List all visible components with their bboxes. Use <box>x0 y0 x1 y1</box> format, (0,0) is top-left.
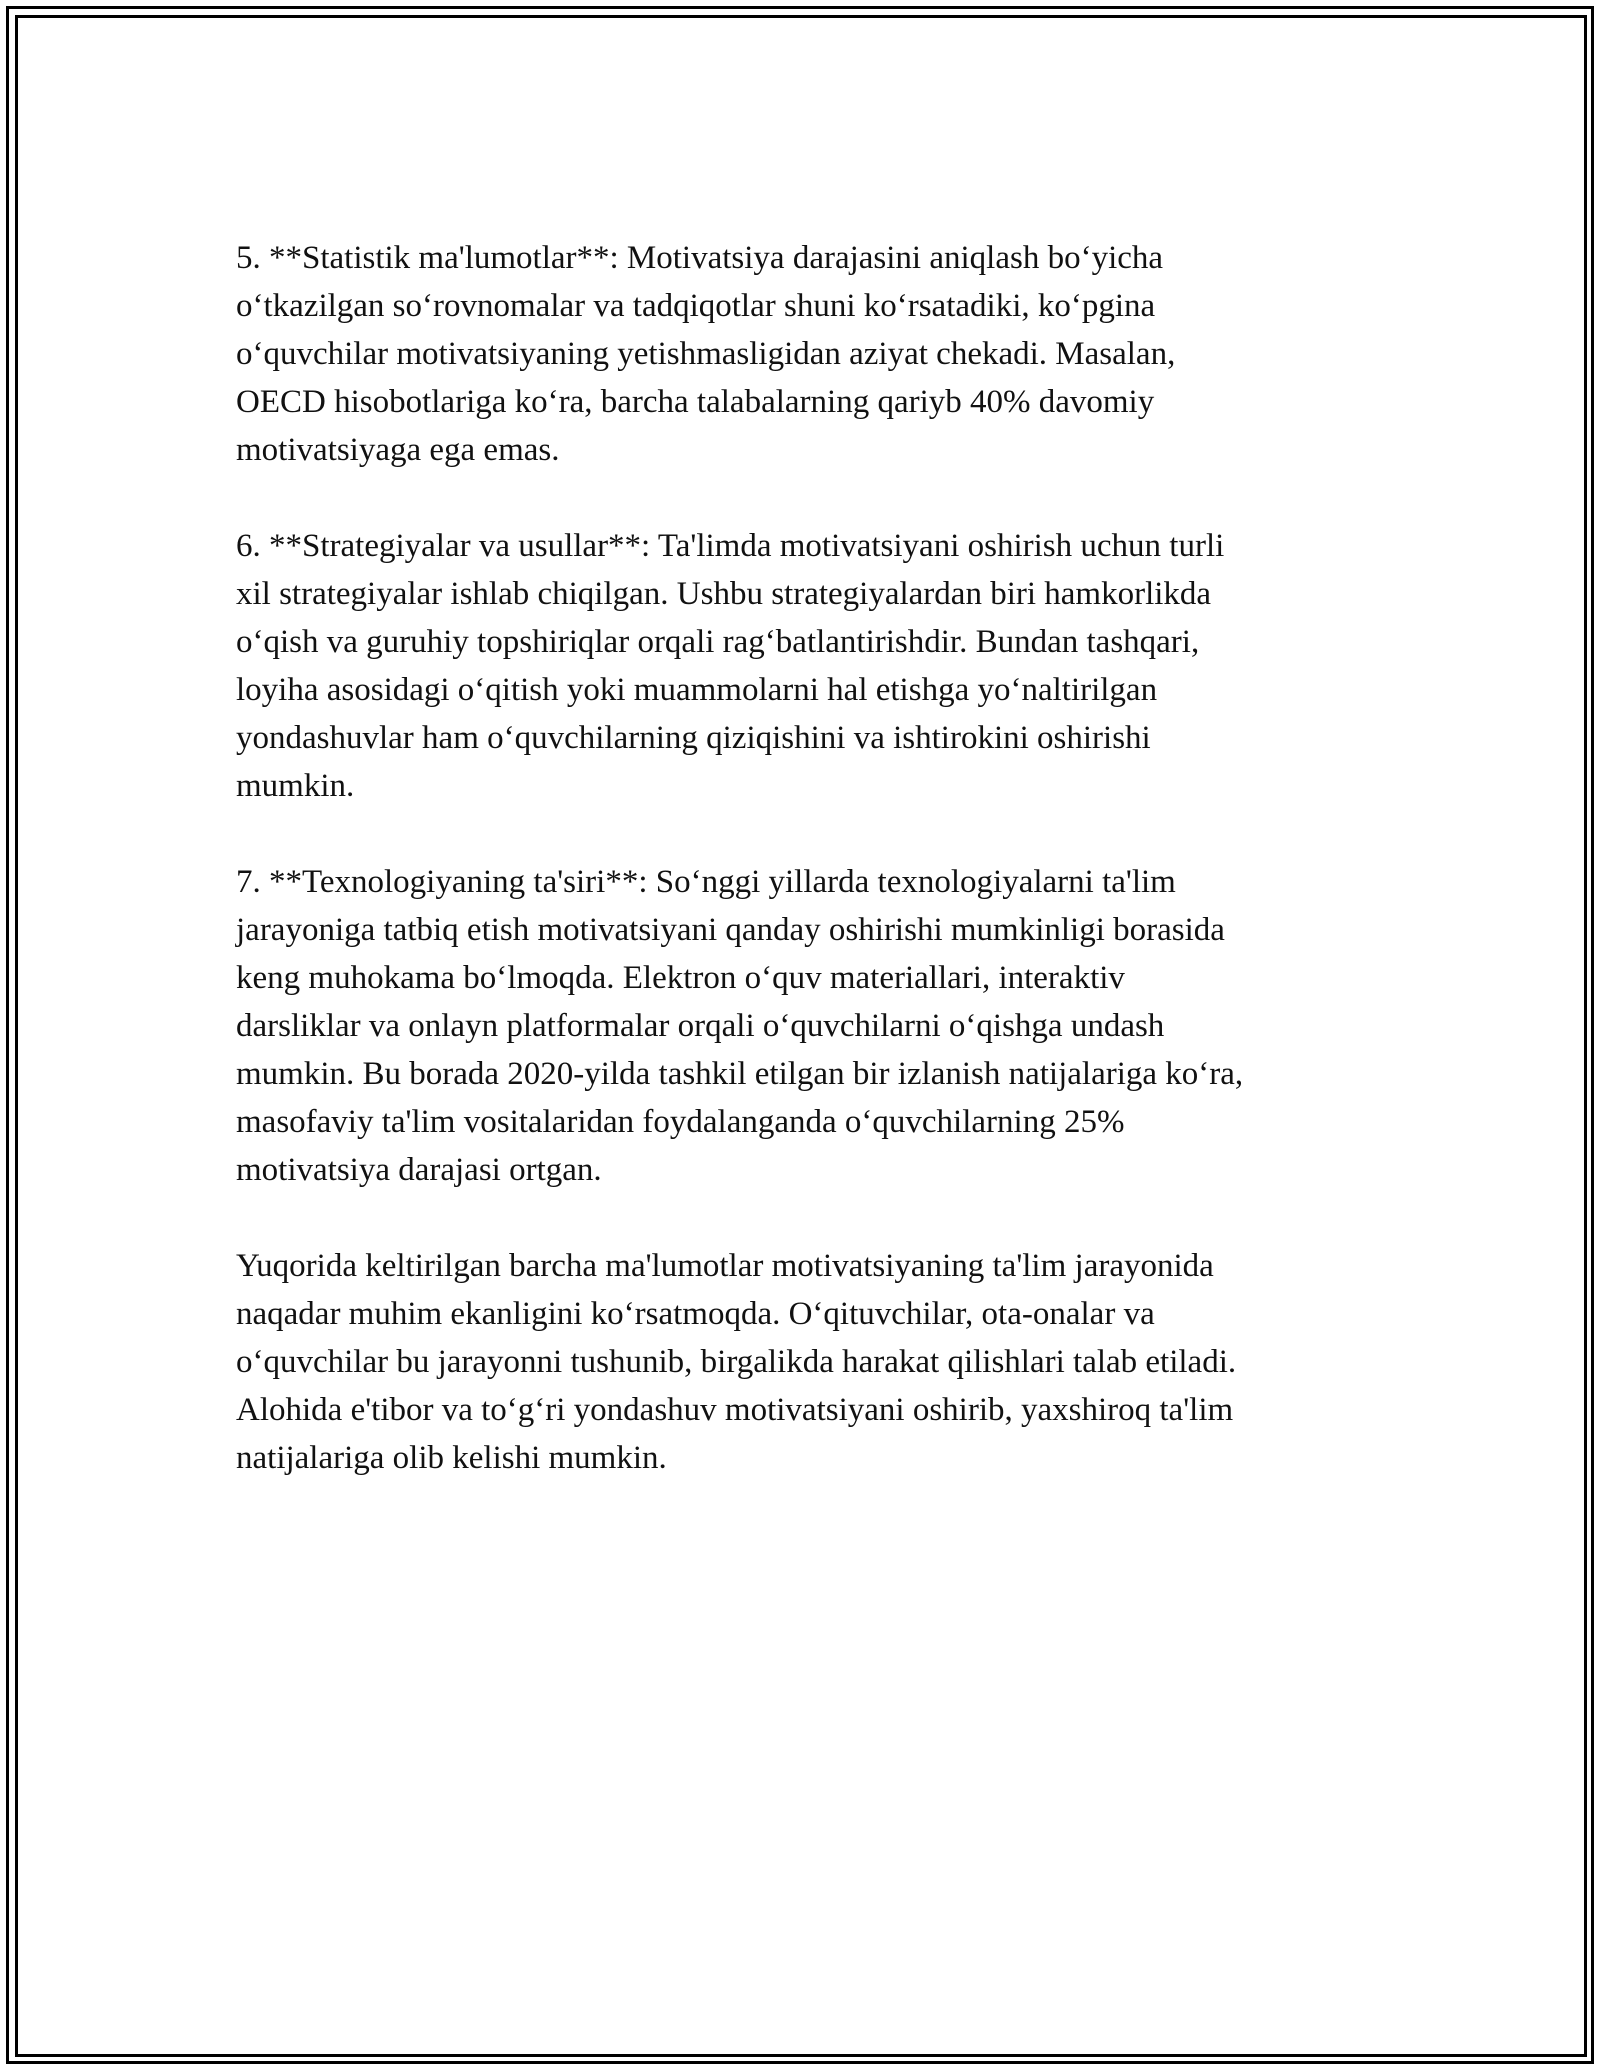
text-line: mumkin. Bu borada 2020-yilda tashkil etilgan bir izlanish natijalariga ko‘ra, <box>236 1056 1244 1092</box>
text-line: darsliklar va onlayn platformalar orqali o‘quvchilarni o‘qishga undash <box>236 1008 1165 1044</box>
paragraph-technology <box>236 858 1376 1194</box>
text-line: Yuqorida keltirilgan barcha ma'lumotlar motivatsiyaning ta'lim jarayonida <box>236 1248 1214 1284</box>
text-line: loyiha asosidagi o‘qitish yoki muammolarni hal etishga yo‘naltirilgan <box>236 672 1158 708</box>
text-line: o‘quvchilar bu jarayonni tushunib, birgalikda harakat qilishlari talab etiladi. <box>236 1344 1237 1380</box>
text-line: motivatsiyaga ega emas. <box>236 432 560 468</box>
text-line: o‘quvchilar motivatsiyaning yetishmasligidan aziyat chekadi. Masalan, <box>236 336 1176 372</box>
paragraph-statistics <box>236 234 1376 474</box>
text-line: jarayoniga tatbiq etish motivatsiyani qanday oshirishi mumkinligi borasida <box>236 912 1225 948</box>
text-line: natijalariga olib kelishi mumkin. <box>236 1440 667 1476</box>
document-body <box>236 234 1376 1530</box>
text-line: 7. **Texnologiyaning ta'siri**: So‘nggi yillarda texnologiyalarni ta'lim <box>236 864 1176 900</box>
paragraph-strategies <box>236 522 1376 810</box>
text-line: xil strategiyalar ishlab chiqilgan. Ushbu strategiyalardan biri hamkorlikda <box>236 576 1212 612</box>
text-line: naqadar muhim ekanligini ko‘rsatmoqda. O‘qituvchilar, ota-onalar va <box>236 1296 1155 1332</box>
text-line: 6. **Strategiyalar va usullar**: Ta'limda motivatsiyani oshirish uchun turli <box>236 528 1225 564</box>
text-line: o‘tkazilgan so‘rovnomalar va tadqiqotlar shuni ko‘rsatadiki, ko‘pgina <box>236 288 1156 324</box>
text-line: Alohida e'tibor va to‘g‘ri yondashuv motivatsiyani oshirib, yaxshiroq ta'lim <box>236 1392 1234 1428</box>
paragraph-conclusion <box>236 1242 1376 1482</box>
text-line: masofaviy ta'lim vositalaridan foydalanganda o‘quvchilarning 25% <box>236 1104 1125 1140</box>
text-line: OECD hisobotlariga ko‘ra, barcha talabalarning qariyb 40% davomiy <box>236 384 1155 420</box>
text-line: mumkin. <box>236 768 355 804</box>
text-line: 5. **Statistik ma'lumotlar**: Motivatsiya darajasini aniqlash bo‘yicha <box>236 240 1164 276</box>
text-line: keng muhokama bo‘lmoqda. Elektron o‘quv materiallari, interaktiv <box>236 960 1125 996</box>
text-line: o‘qish va guruhiy topshiriqlar orqali rag‘batlantirishdir. Bundan tashqari, <box>236 624 1200 660</box>
text-line: motivatsiya darajasi ortgan. <box>236 1152 602 1188</box>
text-line: yondashuvlar ham o‘quvchilarning qiziqishini va ishtirokini oshirishi <box>236 720 1151 756</box>
